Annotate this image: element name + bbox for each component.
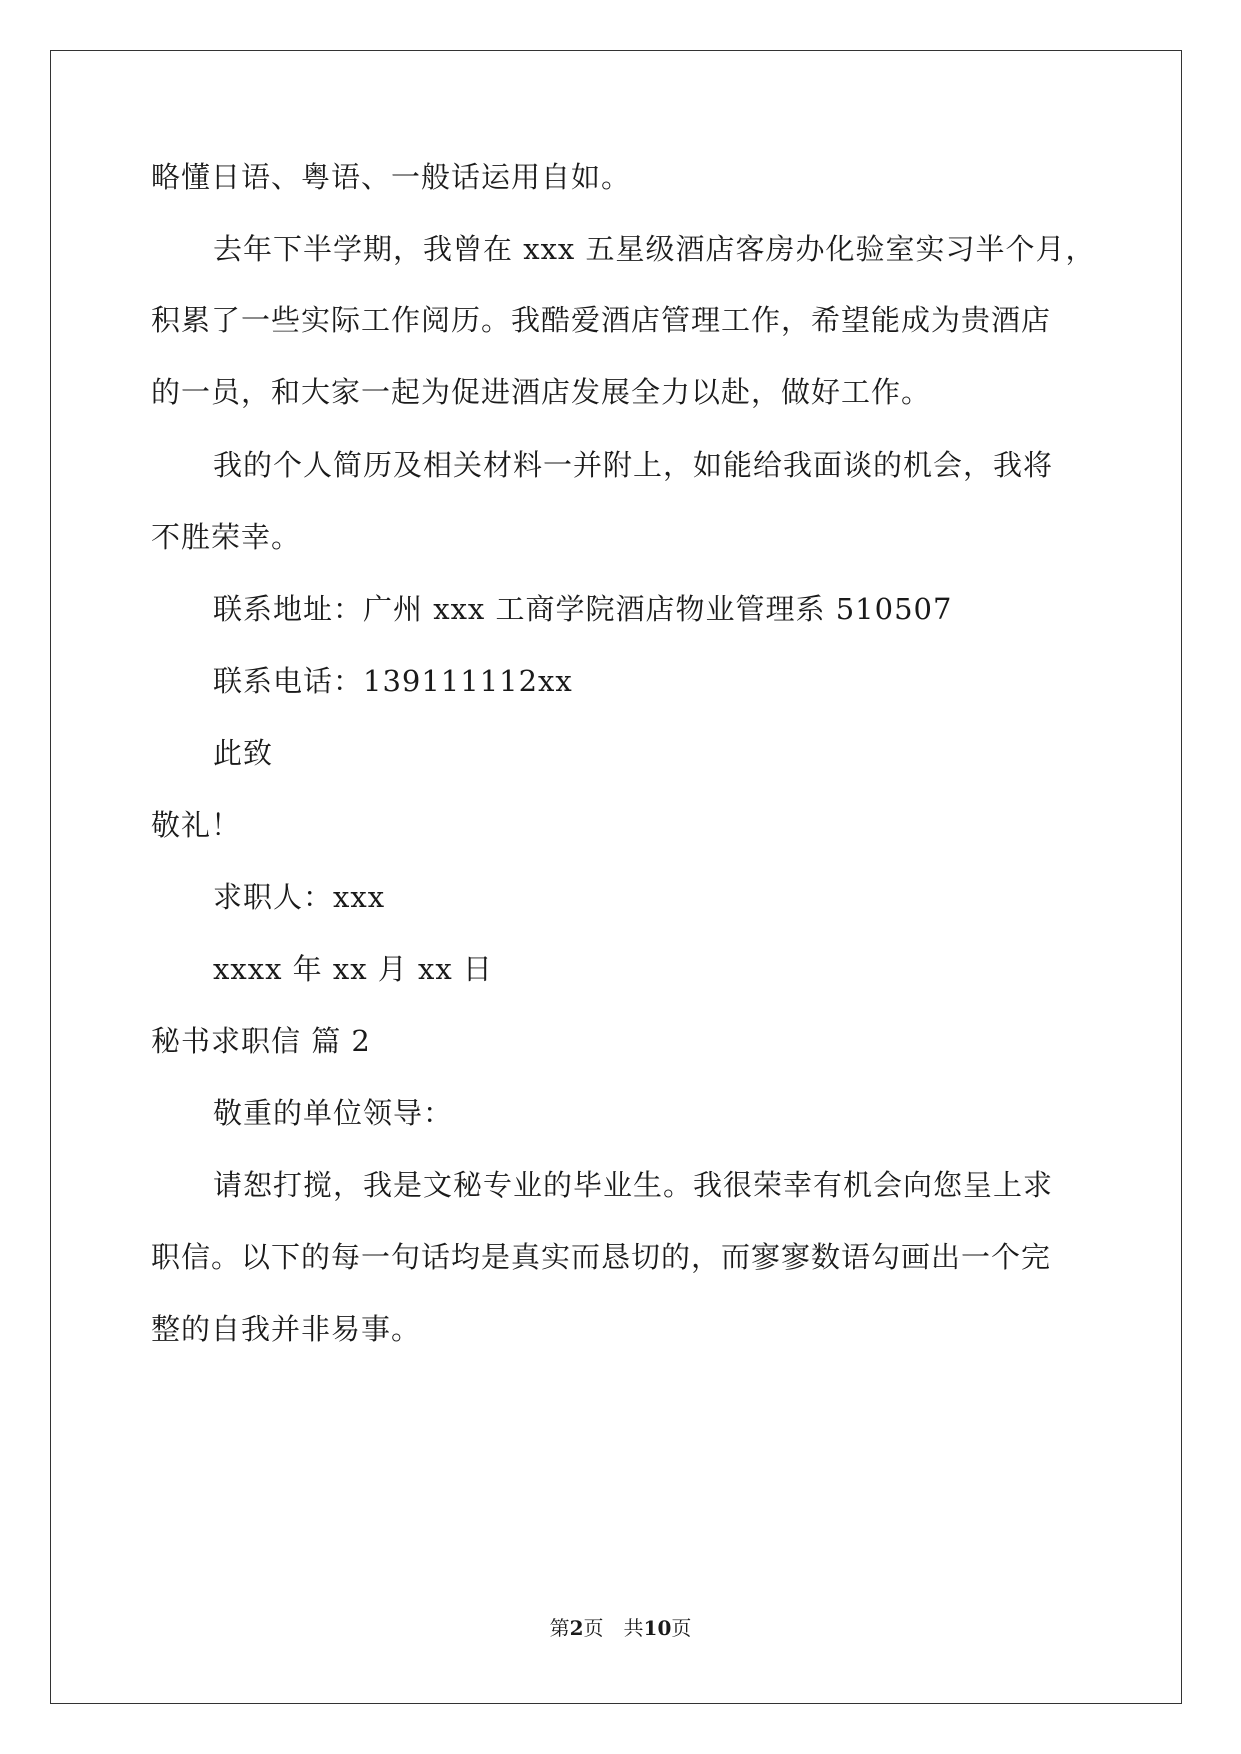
text-line-17: 整的自我并非易事。	[151, 1312, 422, 1346]
text-line-5: 我的个人简历及相关材料一并附上，如能给我面谈的机会，我将	[213, 448, 1054, 482]
text-line-15: 请恕打搅，我是文秘专业的毕业生。我很荣幸有机会向您呈上求	[213, 1168, 1054, 1202]
contact-address: 联系地址：广州 xxx 工商学院酒店物业管理系 510507	[213, 592, 953, 626]
text-line-2: 去年下半学期，我曾在 xxx 五星级酒店客房办化验室实习半个月，	[213, 232, 1096, 266]
page-footer	[0, 1614, 1241, 1642]
page-prefix: 第	[549, 1616, 570, 1640]
page-suffix: 页	[671, 1616, 692, 1640]
text-line-4: 的一员，和大家一起为促进酒店发展全力以赴，做好工作。	[151, 375, 932, 409]
text-line-16: 职信。以下的每一句话均是真实而恳切的，而寥寥数语勾画出一个完	[151, 1240, 1052, 1274]
closing-salutation: 此致	[213, 736, 274, 770]
contact-phone: 联系电话：139111112xx	[213, 664, 573, 698]
page-mid: 页 共	[583, 1616, 644, 1640]
page-current: 2	[569, 1616, 584, 1640]
page-total: 10	[643, 1616, 672, 1640]
letter-date: xxxx 年 xx 月 xx 日	[213, 952, 493, 986]
text-line-3: 积累了一些实际工作阅历。我酷爱酒店管理工作，希望能成为贵酒店	[151, 303, 1052, 337]
applicant-signature: 求职人：xxx	[213, 880, 386, 914]
section-heading: 秘书求职信 篇 2	[151, 1024, 371, 1058]
text-line-6: 不胜荣幸。	[151, 520, 302, 554]
text-line-1: 略懂日语、粤语、一般话运用自如。	[151, 160, 632, 194]
letter-greeting: 敬重的单位领导：	[213, 1096, 454, 1130]
closing-regards: 敬礼！	[151, 808, 242, 842]
